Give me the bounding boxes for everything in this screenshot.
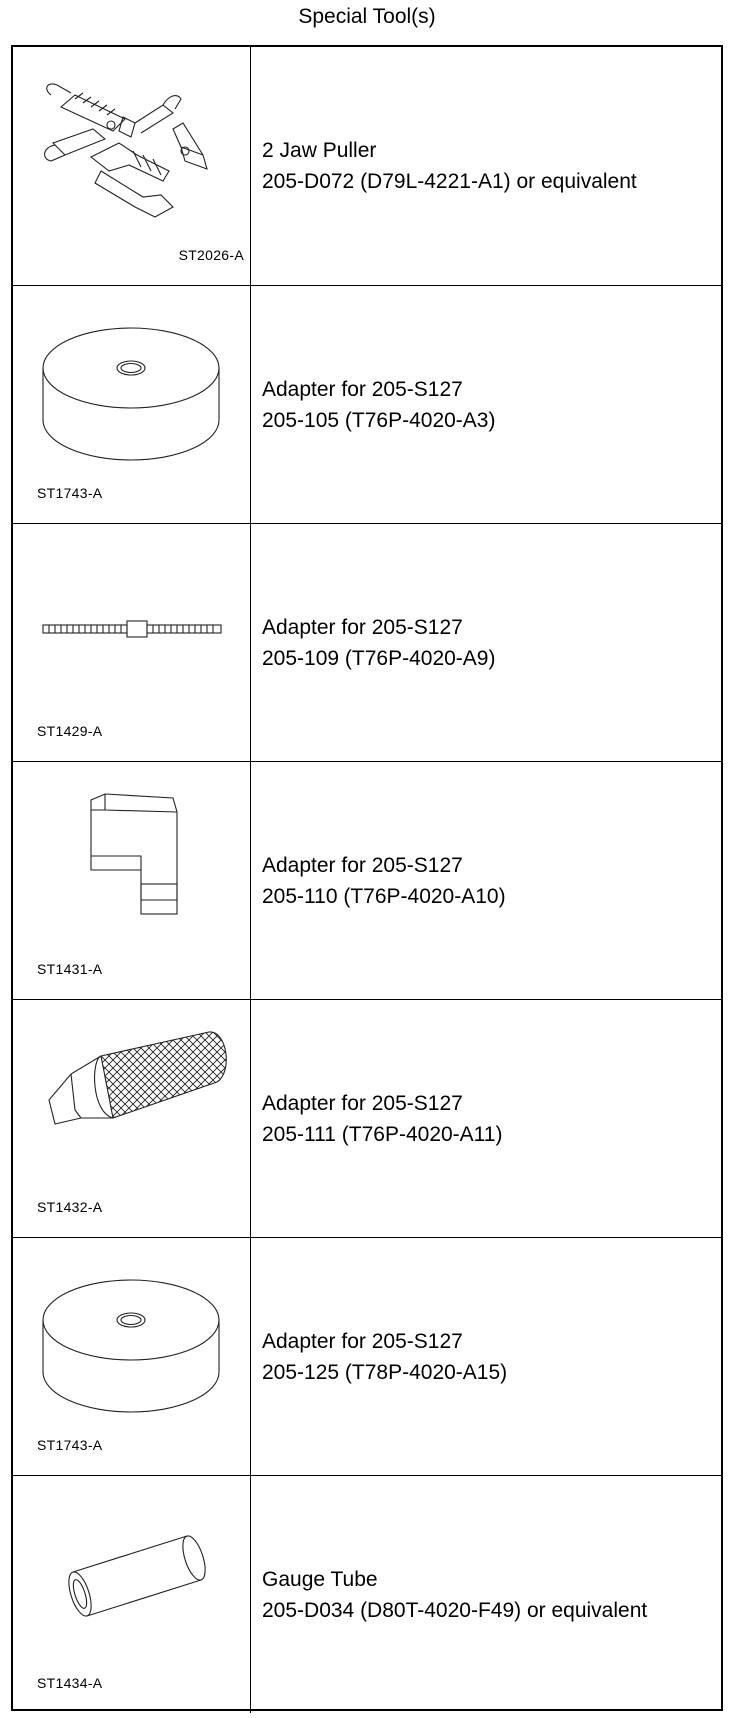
tool-name: Adapter for 205-S127	[262, 853, 463, 877]
tool-code: ST1432-A	[37, 1199, 103, 1215]
tool-description	[252, 762, 721, 999]
tool-row	[13, 1475, 721, 1713]
tool-part-number: 205-111 (T76P-4020-A11)	[262, 1122, 503, 1146]
tool-description	[252, 1476, 721, 1713]
tool-part-number: 205-110 (T76P-4020-A10)	[262, 884, 506, 908]
tool-row	[13, 47, 721, 285]
tool-illustration-cell	[13, 47, 251, 285]
tool-illustration-cell	[13, 286, 251, 523]
tool-name: Gauge Tube	[262, 1567, 378, 1591]
tool-code: ST2026-A	[178, 247, 244, 263]
tool-description	[252, 286, 721, 523]
tool-code: ST1743-A	[37, 1437, 103, 1453]
tool-description	[252, 1000, 721, 1237]
tool-illustration-cell	[13, 1000, 251, 1237]
tool-description	[252, 524, 721, 761]
tool-illustration-cell	[13, 1238, 251, 1475]
tool-part-number: 205-125 (T78P-4020-A15)	[262, 1360, 508, 1384]
tool-name: Adapter for 205-S127	[262, 377, 463, 401]
tool-part-number: 205-105 (T76P-4020-A3)	[262, 408, 496, 432]
tool-code: ST1434-A	[37, 1675, 103, 1691]
tool-description	[252, 1238, 721, 1475]
tool-row	[13, 999, 721, 1237]
tool-illustration-cell	[13, 524, 251, 761]
tool-description	[252, 47, 721, 285]
special-tools-table	[11, 45, 723, 1711]
tool-row	[13, 1237, 721, 1475]
tool-illustration-cell	[13, 1476, 251, 1713]
tool-code: ST1431-A	[37, 961, 103, 977]
tool-row	[13, 523, 721, 761]
tool-part-number: 205-D034 (D80T-4020-F49) or equivalent	[262, 1598, 648, 1622]
tool-code: ST1743-A	[37, 485, 103, 501]
tool-row	[13, 285, 721, 523]
tool-name: 2 Jaw Puller	[262, 139, 377, 162]
tool-part-number: 205-D072 (D79L-4221-A1) or equivalent	[262, 170, 637, 193]
tool-part-number: 205-109 (T76P-4020-A9)	[262, 646, 496, 670]
tool-name: Adapter for 205-S127	[262, 1329, 463, 1353]
tool-name: Adapter for 205-S127	[262, 1091, 463, 1115]
page-title: Special Tool(s)	[298, 5, 436, 28]
tool-illustration-cell	[13, 762, 251, 999]
tool-name: Adapter for 205-S127	[262, 615, 463, 639]
tool-row	[13, 761, 721, 999]
tool-code: ST1429-A	[37, 723, 103, 739]
